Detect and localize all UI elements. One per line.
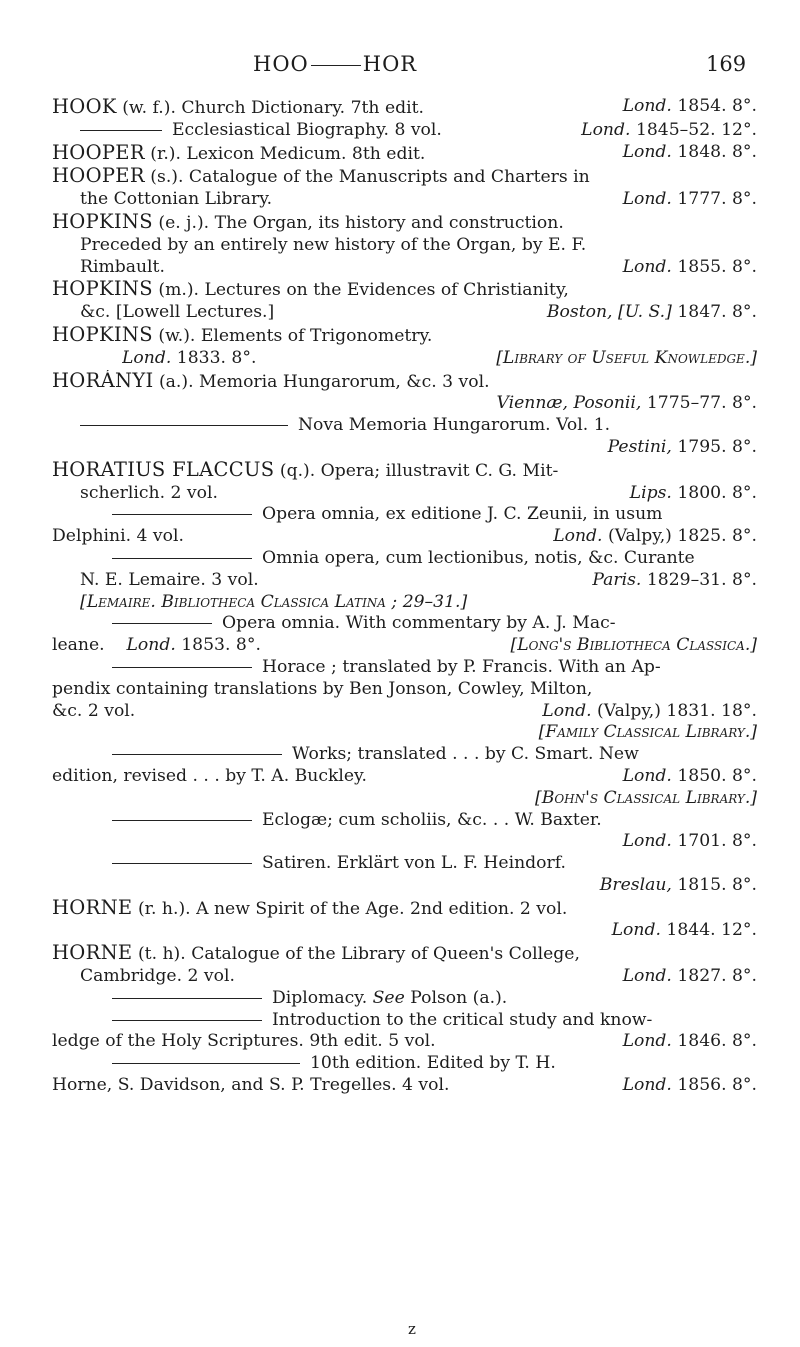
entry-line xyxy=(52,570,757,592)
entry-heading: HORNE xyxy=(52,942,133,965)
entry-text: Opera omnia, ex editione J. C. Zeunii, in usum xyxy=(262,504,663,525)
imprint-date: 1845–52. 12°. xyxy=(635,119,757,140)
imprint-date: 1854. 8°. xyxy=(677,96,757,116)
imprint-place: Pestini, xyxy=(607,436,672,457)
entry-line xyxy=(52,278,757,302)
imprint-country: [U. S.] xyxy=(617,302,672,323)
entry-hooper-s xyxy=(52,165,757,211)
entry-line xyxy=(52,348,757,370)
entry-line xyxy=(52,966,757,988)
entry-line xyxy=(52,635,757,657)
entry-text: &c. [Lowell Lectures.] xyxy=(80,302,275,323)
ditto-dash xyxy=(112,558,252,559)
entry-line xyxy=(52,897,757,921)
entry-text: (r.). Lexicon Medicum. 8th edit. xyxy=(150,143,426,164)
entry-text: Satiren. Erklärt von L. F. Heindorf. xyxy=(262,853,566,874)
entry-hopkins-ej xyxy=(52,211,757,278)
entry-text: Horne, S. Davidson, and S. P. Tregelles. 4 vol. xyxy=(52,1075,450,1096)
entry-heading: HORNE xyxy=(52,896,133,919)
entry-horatius-satiren xyxy=(52,853,757,897)
ditto-dash xyxy=(112,863,252,864)
entry-line xyxy=(52,120,757,142)
imprint-date: 1815. 8°. xyxy=(677,874,757,895)
entry-horatius-zeunii xyxy=(52,504,757,548)
imprint-date: 1829–31. 8°. xyxy=(646,569,757,590)
entry-text: ledge of the Holy Scriptures. 9th edit. 5 vol. xyxy=(52,1031,436,1052)
entry-text: Diplomacy. xyxy=(272,987,368,1008)
entry-line xyxy=(52,504,757,526)
imprint-place: Lond. xyxy=(122,347,172,368)
imprint-date: 1800. 8°. xyxy=(677,482,757,503)
imprint-place: Lond. xyxy=(542,700,592,721)
entry-line xyxy=(52,370,757,394)
entry-heading: HOPKINS xyxy=(52,210,153,233)
running-head-dash xyxy=(311,65,361,66)
entry-line xyxy=(52,744,757,766)
imprint-place: Lond. xyxy=(622,1031,672,1052)
entry-line xyxy=(52,257,757,279)
entry-line xyxy=(52,96,757,120)
imprint-place: Viennæ, Posonii, xyxy=(496,393,642,414)
imprint-place: Lond. xyxy=(622,831,672,852)
entry-hopkins-m xyxy=(52,278,757,324)
series-note: [Family Classical Library.] xyxy=(538,722,757,743)
entry-text: (q.). Opera; illustravit C. G. Mit- xyxy=(279,460,559,481)
imprint-place: Lond. xyxy=(622,96,672,116)
signature-mark: z xyxy=(408,1320,416,1338)
entry-line xyxy=(52,548,757,570)
entry-line xyxy=(52,788,757,810)
imprint-place: Lond. xyxy=(126,635,176,656)
ditto-dash xyxy=(112,667,252,668)
imprint-place: Lond. xyxy=(581,119,631,140)
entry-text: Horace ; translated by P. Francis. With an Ap- xyxy=(262,656,661,677)
entry-line xyxy=(52,324,757,348)
entry-line xyxy=(52,235,757,257)
entry-text: (e. j.). The Organ, its history and construction. xyxy=(158,212,564,233)
entry-heading: HOOPER xyxy=(52,165,145,188)
page-number: 169 xyxy=(706,52,747,76)
entry-horanyi-nova xyxy=(52,415,757,459)
entry-line xyxy=(52,1075,757,1097)
entry-line xyxy=(52,722,757,744)
entry-text: (r. h.). A new Spirit of the Age. 2nd edition. 2 vol. xyxy=(137,898,568,919)
cross-reference: Polson (a.). xyxy=(410,987,508,1008)
entry-text: (s.). Catalogue of the Manuscripts and Charters in xyxy=(150,167,590,188)
ditto-dash xyxy=(112,754,282,755)
imprint-place: Lond. xyxy=(622,141,672,162)
entry-horatius-lemaire xyxy=(52,548,757,613)
entry-horatius xyxy=(52,459,757,505)
ditto-dash xyxy=(112,1063,300,1064)
entry-text: Cambridge. 2 vol. xyxy=(80,966,235,987)
entry-text: pendix containing translations by Ben Jonson, Cowley, Milton, xyxy=(52,678,593,699)
imprint-date: 1856. 8°. xyxy=(677,1075,757,1096)
entry-line xyxy=(52,302,757,324)
entry-text: Omnia opera, cum lectionibus, notis, &c. Curante xyxy=(262,547,695,568)
ditto-dash xyxy=(112,514,252,515)
entry-text: (m.). Lectures on the Evidences of Christianity, xyxy=(158,280,569,301)
cross-reference-label: See xyxy=(372,987,405,1008)
entry-line xyxy=(52,165,757,189)
entry-horne-introduction xyxy=(52,1010,757,1054)
entry-line xyxy=(52,189,757,211)
entry-text: the Cottonian Library. xyxy=(80,189,273,210)
entry-text: (a.). Memoria Hungarorum, &c. 3 vol. xyxy=(158,371,490,392)
imprint-place: Lond. xyxy=(622,256,672,277)
entry-heading: HOOK xyxy=(52,96,117,118)
entry-line xyxy=(52,679,757,701)
ditto-dash xyxy=(80,130,162,131)
entry-line xyxy=(52,942,757,966)
imprint-place: Lips. xyxy=(629,482,672,503)
entry-hopkins-w xyxy=(52,324,757,370)
imprint-place: Paris. xyxy=(592,569,642,590)
imprint-place: Lond. xyxy=(611,920,661,941)
series-note: [Library of Useful Knowledge.] xyxy=(496,347,757,368)
entry-line xyxy=(52,657,757,679)
entry-line xyxy=(52,988,757,1010)
entry-text: Delphini. 4 vol. xyxy=(52,526,184,547)
entry-text: &c. 2 vol. xyxy=(52,700,136,721)
entry-line xyxy=(52,483,757,505)
imprint-date: 1777. 8°. xyxy=(677,189,757,210)
imprint-date: (Valpy,) 1825. 8°. xyxy=(607,526,757,547)
imprint-date: (Valpy,) 1831. 18°. xyxy=(597,700,757,721)
entry-hook xyxy=(52,96,757,120)
running-head-title xyxy=(253,52,417,76)
ditto-dash xyxy=(112,998,262,999)
series-note: [Bohn's Classical Library.] xyxy=(534,787,757,808)
entry-text: (w. f.). Church Dictionary. 7th edit. xyxy=(122,98,424,118)
entry-hooper-r xyxy=(52,142,757,166)
entry-text: scherlich. 2 vol. xyxy=(80,482,218,503)
entry-heading: HORATIUS FLACCUS xyxy=(52,458,275,481)
entry-text: Opera omnia. With commentary by A. J. Mac- xyxy=(222,613,616,634)
entry-line xyxy=(52,810,757,832)
entry-horatius-macleane xyxy=(52,613,757,657)
entry-heading: HOPKINS xyxy=(52,323,153,346)
entry-line xyxy=(52,459,757,483)
running-head xyxy=(0,52,800,82)
imprint-date: 1701. 8°. xyxy=(677,831,757,852)
imprint-date: 1775–77. 8°. xyxy=(646,393,757,414)
entry-line xyxy=(52,1053,757,1075)
imprint-place: Breslau, xyxy=(599,874,672,895)
entry-line xyxy=(52,211,757,235)
entry-line xyxy=(52,1031,757,1053)
entry-line xyxy=(52,1010,757,1032)
entry-text: Rimbault. xyxy=(80,256,165,277)
imprint-date: 1833. 8°. xyxy=(176,347,257,368)
imprint-date: 1850. 8°. xyxy=(677,765,757,786)
imprint-date: 1853. 8°. xyxy=(181,635,261,656)
entry-horne-diplomacy xyxy=(52,988,757,1010)
entry-line xyxy=(52,853,757,875)
imprint-date: 1848. 8°. xyxy=(677,141,757,162)
entry-horne-th xyxy=(52,942,757,988)
entry-heading: HOOPER xyxy=(52,141,145,164)
entry-line xyxy=(52,142,757,166)
imprint-date: 1847. 8°. xyxy=(677,302,757,323)
imprint-place: Lond. xyxy=(622,765,672,786)
ditto-dash xyxy=(112,820,252,821)
entry-text: 10th edition. Edited by T. H. xyxy=(310,1053,556,1074)
entry-line xyxy=(52,766,757,788)
entry-heading: HORÁNYI xyxy=(52,369,154,392)
entry-line xyxy=(52,437,757,459)
ditto-dash xyxy=(112,1020,262,1021)
entry-horatius-eclogae xyxy=(52,810,757,854)
entry-text: (w.). Elements of Trigonometry. xyxy=(158,325,433,346)
entry-horatius-francis xyxy=(52,657,757,744)
imprint-place: Lond. xyxy=(553,526,603,547)
running-head-left: HOO xyxy=(253,52,309,76)
imprint-date: 1855. 8°. xyxy=(677,256,757,277)
entry-text: Preceded by an entirely new history of the Organ, by E. F. xyxy=(80,234,587,255)
imprint-date: 1846. 8°. xyxy=(677,1031,757,1052)
entry-text: (t. h). Catalogue of the Library of Queen's College, xyxy=(137,944,580,965)
entry-text: leane. xyxy=(52,635,105,656)
entry-text: Ecclesiastical Biography. 8 vol. xyxy=(172,119,442,140)
imprint-date: 1827. 8°. xyxy=(677,966,757,987)
entry-text: edition, revised . . . by T. A. Buckley. xyxy=(52,765,367,786)
imprint-date: 1844. 12°. xyxy=(666,920,757,941)
entry-line xyxy=(52,526,757,548)
catalogue-entries xyxy=(52,96,757,1097)
entry-horne-10th xyxy=(52,1053,757,1097)
imprint-place: Lond. xyxy=(622,1075,672,1096)
entry-hook-biography xyxy=(52,120,757,142)
entry-text: Works; translated . . . by C. Smart. New xyxy=(292,744,639,765)
imprint-place: Boston, xyxy=(546,302,613,323)
entry-heading: HOPKINS xyxy=(52,278,153,301)
entry-text: Eclogæ; cum scholiis, &c. . . W. Baxter. xyxy=(262,809,602,830)
entry-text: Nova Memoria Hungarorum. Vol. 1. xyxy=(298,415,611,436)
ditto-dash xyxy=(112,623,212,624)
entry-text: N. E. Lemaire. 3 vol. xyxy=(80,569,259,590)
series-note: [Long's Bibliotheca Classica.] xyxy=(510,635,757,656)
entry-line xyxy=(52,613,757,635)
entry-line xyxy=(52,415,757,437)
entry-horatius-smart xyxy=(52,744,757,809)
entry-horne-rh xyxy=(52,897,757,943)
running-head-right: HOR xyxy=(362,52,418,76)
imprint-date: 1795. 8°. xyxy=(677,436,757,457)
entry-line xyxy=(52,393,757,415)
entry-line xyxy=(52,701,757,723)
series-note: [Lemaire. Bibliotheca Classica Latina ; 29–31.] xyxy=(80,591,468,612)
entry-horanyi xyxy=(52,370,757,416)
entry-line xyxy=(52,831,757,853)
imprint-place: Lond. xyxy=(622,189,672,210)
entry-line xyxy=(52,592,757,614)
entry-line xyxy=(52,875,757,897)
imprint-place: Lond. xyxy=(622,966,672,987)
entry-text: Introduction to the critical study and know- xyxy=(272,1009,653,1030)
entry-line xyxy=(52,920,757,942)
ditto-dash xyxy=(80,425,288,426)
